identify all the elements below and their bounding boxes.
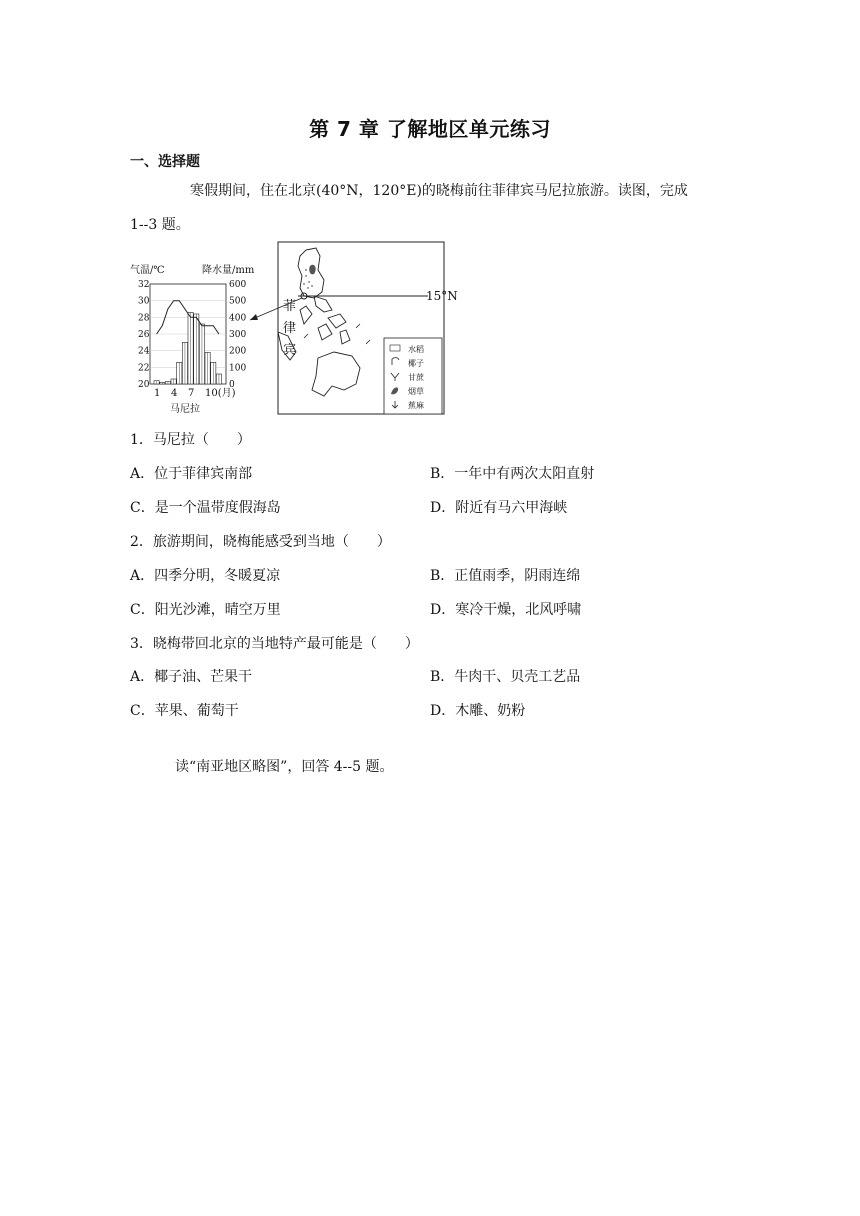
manila-figure <box>128 240 458 420</box>
arrowhead <box>250 314 258 320</box>
country-char-2: 律 <box>283 321 297 336</box>
temp-tick-label: 24 <box>138 346 150 357</box>
country-char-3: 宾 <box>283 343 297 358</box>
q2-option-d: D．寒冷干燥，北风呼啸 <box>430 602 582 618</box>
climate-chart <box>138 280 246 415</box>
precip-tick-label: 400 <box>229 313 247 324</box>
outro-text: 读“南亚地区略图”，回答 4--5 题。 <box>175 759 394 775</box>
q1-option-b: B．一年中有两次太阳直射 <box>430 466 595 482</box>
temp-tick-label: 22 <box>138 363 150 374</box>
precip-tick-label: 0 <box>229 380 235 390</box>
philippines-map <box>250 242 458 414</box>
precip-tick-label: 200 <box>229 346 247 357</box>
q2-option-a: A．四季分明，冬暖夏凉 <box>130 568 281 584</box>
precip-tick-label: 500 <box>229 296 247 307</box>
question-2-stem: 2．旅游期间，晓梅能感受到当地（ ） <box>130 534 391 550</box>
q3-option-a: A．椰子油、芒果干 <box>130 669 253 685</box>
q1-option-d: D．附近有马六甲海峡 <box>430 500 568 516</box>
country-char-1: 菲 <box>283 299 297 314</box>
legend-abaca: 蕉麻 <box>408 401 424 410</box>
temp-tick-label: 26 <box>138 330 150 340</box>
intro-line-2: 1--3 题。 <box>130 217 190 233</box>
latitude-label: 15°N <box>426 289 458 303</box>
q3-option-b: B．牛肉干、贝壳工艺品 <box>430 669 581 685</box>
precip-tick-label: 100 <box>229 363 247 374</box>
q3-option-c: C．苹果、葡萄干 <box>130 703 239 719</box>
q1-option-c: C．是一个温带度假海岛 <box>130 500 281 516</box>
temp-tick-label: 20 <box>138 380 150 390</box>
city-label: 马尼拉 <box>170 404 200 415</box>
month-tick-label: 1 <box>154 388 161 399</box>
precip-tick-label: 300 <box>229 330 247 340</box>
question-3-stem: 3．晓梅带回北京的当地特产最可能是（ ） <box>130 636 419 652</box>
q2-option-c: C．阳光沙滩，晴空万里 <box>130 602 281 618</box>
month-tick-label: 4 <box>171 388 178 399</box>
q2-option-b: B．正值雨季，阴雨连绵 <box>430 568 581 584</box>
temp-tick-label: 32 <box>138 280 150 290</box>
temp-axis-title: 气温/℃ <box>130 265 165 276</box>
question-1-stem: 1．马尼拉（ ） <box>130 432 251 448</box>
temp-tick-label: 30 <box>138 296 150 307</box>
legend-rice: 水稻 <box>408 345 424 354</box>
temp-tick-label: 28 <box>138 313 150 324</box>
precip-axis-title: 降水量/mm <box>202 265 255 276</box>
legend-tobacco: 烟草 <box>408 387 424 396</box>
precip-tick-label: 600 <box>229 280 247 290</box>
legend-coconut: 椰子 <box>408 359 424 368</box>
page-title: 第 7 章 了解地区单元练习 <box>309 117 551 141</box>
month-tick-label: 10(月) <box>205 388 236 399</box>
section-heading: 一、选择题 <box>130 154 200 170</box>
q1-option-a: A．位于菲律宾南部 <box>130 466 253 482</box>
intro-line-1: 寒假期间，住在北京(40°N，120°E)的晓梅前往菲律宾马尼拉旅游。读图，完成 <box>190 183 688 199</box>
month-tick-label: 7 <box>188 388 195 399</box>
legend-sugarcane: 甘蔗 <box>408 373 424 382</box>
q3-option-d: D．木雕、奶粉 <box>430 703 526 719</box>
